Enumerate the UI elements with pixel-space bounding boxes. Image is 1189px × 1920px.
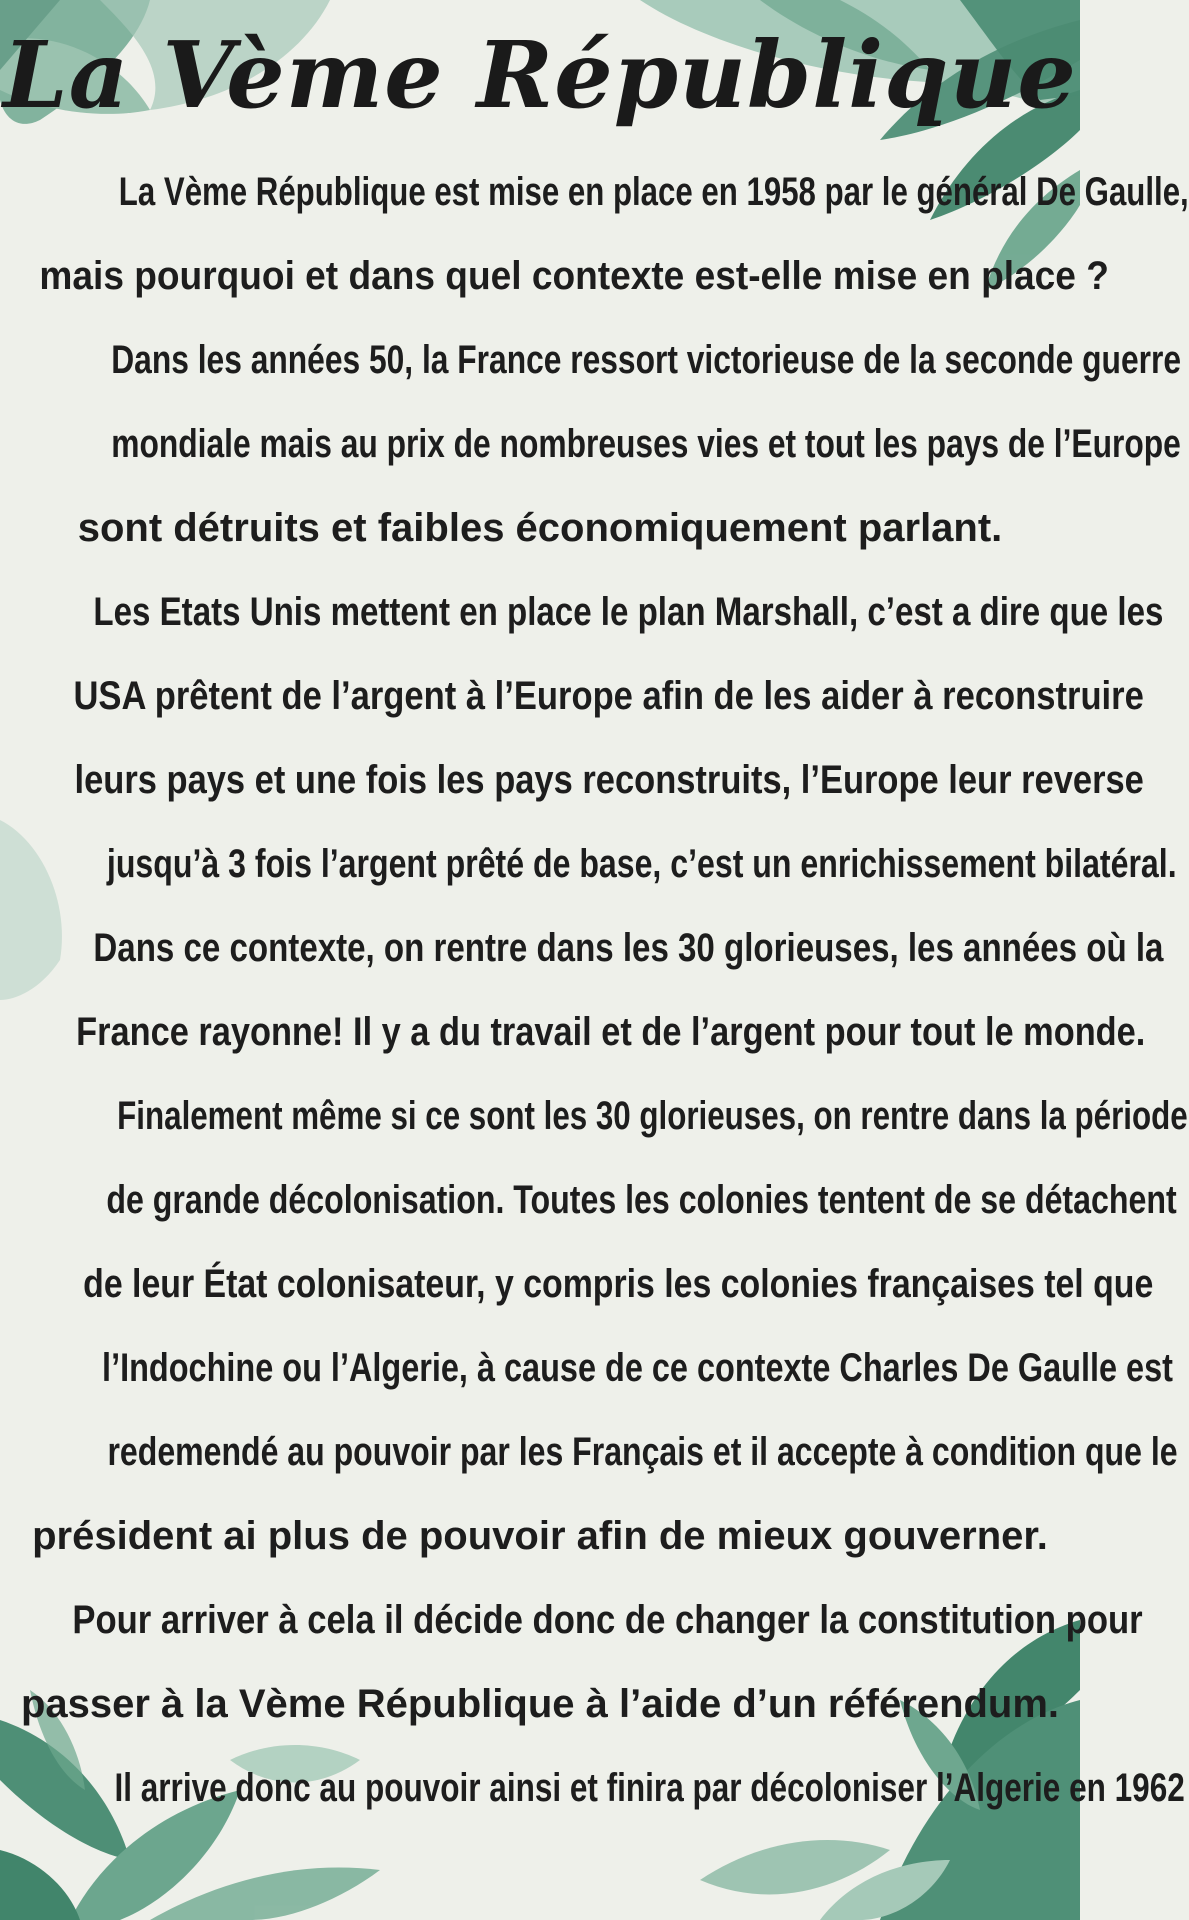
text-line: de leur État colonisateur, y compris les colonies françaises tel que xyxy=(83,1262,1154,1306)
text-line: redemendé au pouvoir par les Français et il accepte à condition que le xyxy=(107,1430,1178,1474)
text-line: La Vème République est mise en place en 1958 par le général De Gaulle, xyxy=(118,170,1189,214)
text-line: USA prêtent de l’argent à l’Europe afin de les aider à reconstruire xyxy=(73,674,1144,718)
text-line: France rayonne! Il y a du travail et de l’argent pour tout le monde. xyxy=(76,1010,1146,1054)
text-line: Finalement même si ce sont les 30 glorieuses, on rentre dans la période xyxy=(117,1094,1188,1138)
text-line: l’Indochine ou l’Algerie, à cause de ce contexte Charles De Gaulle est xyxy=(102,1346,1173,1390)
page-title: La Vème République xyxy=(3,21,1077,129)
text-line: leurs pays et une fois les pays reconstruits, l’Europe leur reverse xyxy=(74,758,1144,802)
text-line: jusqu’à 3 fois l’argent prêté de base, c’est un enrichissement bilatéral. xyxy=(106,842,1177,886)
text-line: Dans ce contexte, on rentre dans les 30 glorieuses, les années où la xyxy=(93,926,1164,970)
text-line: Pour arriver à cela il décide donc de changer la constitution pour xyxy=(72,1598,1143,1642)
text-line: sont détruits et faibles économiquement parlant. xyxy=(77,506,1003,550)
text-line: de grande décolonisation. Toutes les colonies tentent de se détachent xyxy=(106,1178,1177,1222)
text-line: président ai plus de pouvoir afin de mieux gouverner. xyxy=(32,1514,1048,1558)
text-body xyxy=(0,150,1189,1830)
text-line: Il arrive donc au pouvoir ainsi et finira par décoloniser l’Algerie en 1962 xyxy=(114,1766,1185,1810)
text-line: mais pourquoi et dans quel contexte est-elle mise en place ? xyxy=(39,254,1109,298)
text-line: Les Etats Unis mettent en place le plan Marshall, c’est a dire que les xyxy=(93,590,1164,634)
text-line: Dans les années 50, la France ressort victorieuse de la seconde guerre xyxy=(111,338,1182,382)
text-line: mondiale mais au prix de nombreuses vies et tout les pays de l’Europe xyxy=(111,422,1181,466)
text-line: passer à la Vème République à l’aide d’un référendum. xyxy=(20,1682,1060,1726)
